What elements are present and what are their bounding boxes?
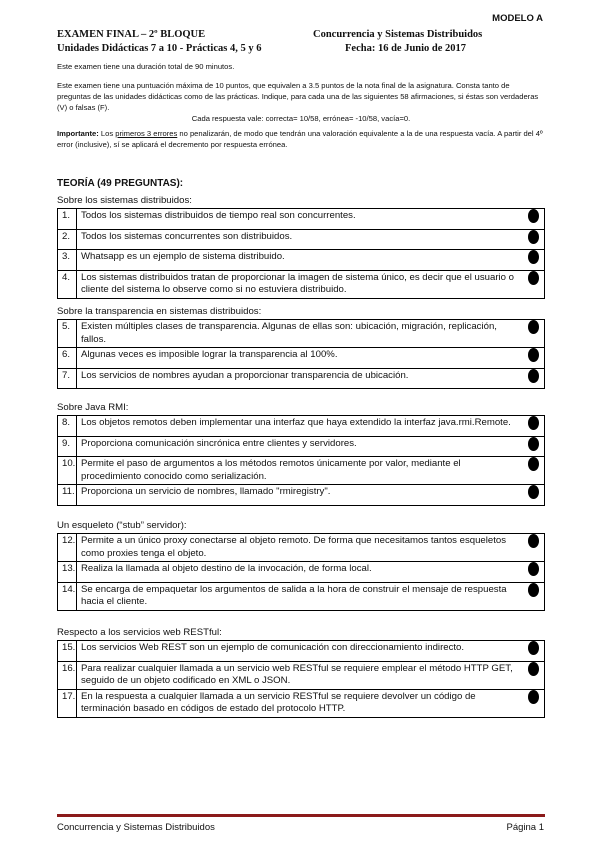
footer-divider — [57, 814, 545, 817]
question-number: 3. — [58, 250, 77, 271]
question-row — [58, 368, 545, 389]
question-number: 17. — [58, 689, 77, 717]
question-text: Proporciona un servicio de nombres, llamado "rmiregistry". — [77, 485, 523, 506]
answer-bubble[interactable] — [522, 689, 545, 717]
answer-bubble[interactable] — [522, 582, 545, 610]
section-title: Sobre la transparencia en sistemas distribuidos: — [57, 306, 262, 317]
questions-table — [57, 319, 545, 389]
questions-table — [57, 415, 545, 506]
exam-date: Fecha: 16 de Junio de 2017 — [345, 43, 467, 54]
question-text: En la respuesta a cualquier llamada a un servicio RESTful se requiere devolver un código de terminación basado en códigos de estado del protocolo HTTP. — [77, 689, 523, 717]
question-number: 8. — [58, 416, 77, 437]
answer-bubble[interactable] — [522, 436, 545, 457]
answer-bubble[interactable] — [522, 485, 545, 506]
answer-bubble[interactable] — [522, 320, 545, 348]
answer-bubble[interactable] — [522, 661, 545, 689]
question-row — [58, 457, 545, 485]
question-row — [58, 270, 545, 298]
exam-title: EXAMEN FINAL – 2º BLOQUE — [57, 29, 206, 40]
question-row — [58, 416, 545, 437]
question-row — [58, 689, 545, 717]
page-number: Página 1 — [506, 822, 544, 833]
question-text: Algunas veces es imposible lograr la transparencia al 100%. — [77, 348, 523, 369]
question-number: 9. — [58, 436, 77, 457]
question-text: Los objetos remotos deben implementar una interfaz que haya extendido la interfaz java.rmi.Remote. — [77, 416, 523, 437]
question-number: 16. — [58, 661, 77, 689]
questions-table — [57, 640, 545, 718]
section-title: Sobre Java RMI: — [57, 402, 129, 413]
section-title: Sobre los sistemas distribuidos: — [57, 195, 192, 206]
theory-heading: TEORÍA (49 PREGUNTAS): — [57, 178, 184, 189]
answer-bubble[interactable] — [522, 368, 545, 389]
section-title: Respecto a los servicios web RESTful: — [57, 627, 222, 638]
question-row — [58, 320, 545, 348]
answer-bubble[interactable] — [522, 348, 545, 369]
question-text: Para realizar cualquier llamada a un servicio web RESTful se requiere emplear el método HTTP GET, seguido de un objeto codificado en XML o JSON. — [77, 661, 523, 689]
question-row — [58, 534, 545, 562]
question-row — [58, 562, 545, 583]
question-number: 4. — [58, 270, 77, 298]
questions-table — [57, 533, 545, 611]
question-text: Proporciona comunicación sincrónica entre clientes y servidores. — [77, 436, 523, 457]
answer-bubble[interactable] — [522, 250, 545, 271]
question-row — [58, 661, 545, 689]
section-title: Un esqueleto (“stub” servidor): — [57, 520, 187, 531]
question-number: 14. — [58, 582, 77, 610]
question-number: 7. — [58, 368, 77, 389]
question-number: 10. — [58, 457, 77, 485]
question-text: Todos los sistemas distribuidos de tiempo real son concurrentes. — [77, 209, 523, 230]
question-text: Realiza la llamada al objeto destino de la invocación, de forma local. — [77, 562, 523, 583]
units-label: Unidades Didácticas 7 a 10 - Prácticas 4, 5 y 6 — [57, 43, 262, 54]
question-text: Existen múltiples clases de transparencia. Algunas de ellas son: ubicación, migración, replicación, fallos. — [77, 320, 523, 348]
answer-bubble[interactable] — [522, 641, 545, 662]
answer-bubble[interactable] — [522, 209, 545, 230]
question-row — [58, 250, 545, 271]
instructions — [57, 80, 545, 150]
subject-title: Concurrencia y Sistemas Distribuidos — [313, 29, 483, 40]
questions-table — [57, 208, 545, 299]
question-text: Permite el paso de argumentos a los métodos remotos únicamente por valor, mediante el procedimiento conocido como serialización. — [77, 457, 523, 485]
question-text: Los servicios Web REST son un ejemplo de comunicación con direccionamiento indirecto. — [77, 641, 523, 662]
answer-bubble[interactable] — [522, 562, 545, 583]
answer-bubble[interactable] — [522, 416, 545, 437]
question-number: 1. — [58, 209, 77, 230]
important-note: Importante: Los primeros 3 errores no penalizarán, de modo que tendrán una valoración equivalente a la de una respuesta vacía. A partir del 4º error (inclusive), sí se aplicará el decremento por respuesta errónea. — [57, 129, 543, 149]
question-text: Se encarga de empaquetar los argumentos de salida a la hora de construir el mensaje de respuesta hacia el cliente. — [77, 582, 523, 610]
question-number: 13. — [58, 562, 77, 583]
question-number: 2. — [58, 229, 77, 250]
question-text: Whatsapp es un ejemplo de sistema distribuido. — [77, 250, 523, 271]
answer-bubble[interactable] — [522, 534, 545, 562]
model-label: MODELO A — [492, 13, 543, 24]
question-text: Los servicios de nombres ayudan a proporcionar transparencia de ubicación. — [77, 368, 523, 389]
scoring-rule: Cada respuesta vale: correcta= 10/58, errónea= -10/58, vacía=0. — [191, 114, 411, 123]
question-text: Los sistemas distribuidos tratan de proporcionar la imagen de sistema único, es decir que el usuario o cliente del sistema lo observe como si no estuviera distribuido. — [77, 270, 523, 298]
question-row — [58, 436, 545, 457]
footer-subject: Concurrencia y Sistemas Distribuidos — [57, 822, 215, 833]
answer-bubble[interactable] — [522, 457, 545, 485]
question-number: 15. — [58, 641, 77, 662]
answer-bubble[interactable] — [522, 229, 545, 250]
question-number: 12. — [58, 534, 77, 562]
question-row — [58, 229, 545, 250]
instructions-text: Este examen tiene una puntuación máxima de 10 puntos, que equivalen a 3.5 puntos de la nota final de la asignatura. Consta tanto de preguntas de las unidades didácticas como de las prácticas. Indique, para cada una de las siguientes 58 afirmaciones, si éstas son verdaderas (V) o falsas (F). — [57, 81, 539, 112]
question-row — [58, 348, 545, 369]
question-row — [58, 582, 545, 610]
question-row — [58, 485, 545, 506]
question-number: 11. — [58, 485, 77, 506]
duration-note: Este examen tiene una duración total de 90 minutos. — [57, 62, 235, 71]
question-text: Permite a un único proxy conectarse al objeto remoto. De forma que necesitamos tantos esqueletos como proxies tenga el objeto. — [77, 534, 523, 562]
question-text: Todos los sistemas concurrentes son distribuidos. — [77, 229, 523, 250]
answer-bubble[interactable] — [522, 270, 545, 298]
question-row — [58, 209, 545, 230]
question-number: 6. — [58, 348, 77, 369]
question-number: 5. — [58, 320, 77, 348]
question-row — [58, 641, 545, 662]
